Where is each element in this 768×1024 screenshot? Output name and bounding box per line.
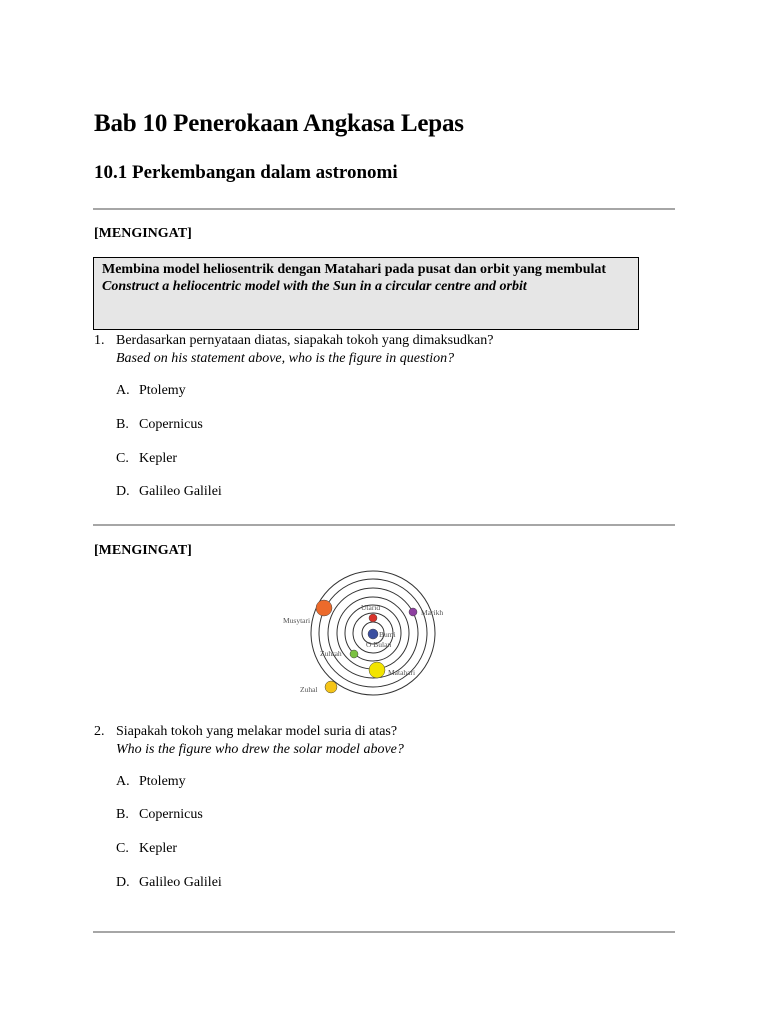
matahari-label: Matahari: [388, 668, 416, 677]
statement-box: [93, 257, 639, 330]
divider: [93, 208, 675, 210]
divider: [93, 931, 675, 933]
marikh-label: Marikh: [421, 608, 444, 617]
q2-option-d[interactable]: [116, 875, 222, 891]
q2-option-b[interactable]: [116, 807, 203, 823]
option-text: Kepler: [139, 841, 178, 856]
question-number: 2.: [94, 724, 105, 739]
option-letter: B.: [116, 417, 129, 432]
bumi-planet: [368, 629, 378, 639]
utarid-label: Utarid: [361, 603, 381, 612]
question-english: Based on his statement above, who is the figure in question?: [116, 351, 455, 366]
zuhrah-label: Zuhrah: [320, 649, 342, 658]
q2-option-a[interactable]: [116, 774, 186, 790]
q1-option-a[interactable]: [116, 383, 186, 399]
option-text: Galileo Galilei: [139, 484, 222, 499]
q1-option-c[interactable]: [116, 451, 177, 467]
musytari-planet: [316, 600, 332, 616]
q1-option-d[interactable]: [116, 484, 222, 500]
statement-malay: Membina model heliosentrik dengan Matahari pada pusat dan orbit yang membulat: [102, 262, 607, 277]
question-1-tag: [MENGINGAT]: [94, 226, 192, 241]
question-number: 1.: [94, 333, 105, 348]
option-text: Kepler: [139, 451, 178, 466]
marikh-planet: [409, 608, 417, 616]
option-letter: A.: [116, 383, 130, 398]
option-text: Copernicus: [139, 417, 203, 432]
section-title: 10.1 Perkembangan dalam astronomi: [94, 162, 398, 183]
option-letter: C.: [116, 451, 129, 466]
chapter-title: Bab 10 Penerokaan Angkasa Lepas: [94, 110, 464, 137]
q1-option-b[interactable]: [116, 417, 203, 433]
option-text: Ptolemy: [139, 383, 186, 398]
zuhal-planet: [325, 681, 337, 693]
solar-model-diagram: [280, 570, 460, 705]
zuhrah-planet: [350, 650, 358, 658]
utarid-planet: [369, 614, 377, 622]
bumi-label: Bumi: [379, 630, 396, 639]
question-malay: Siapakah tokoh yang melakar model suria di atas?: [116, 724, 398, 739]
option-text: Galileo Galilei: [139, 875, 222, 890]
question-english: Who is the figure who drew the solar model above?: [116, 742, 404, 757]
matahari-sun: [369, 662, 385, 678]
option-letter: D.: [116, 875, 130, 890]
musytari-label: Musytari: [283, 616, 311, 625]
option-letter: A.: [116, 774, 130, 789]
statement-english: Construct a heliocentric model with the Sun in a circular centre and orbit: [102, 279, 527, 294]
option-text: Ptolemy: [139, 774, 186, 789]
option-text: Copernicus: [139, 807, 203, 822]
option-letter: D.: [116, 484, 130, 499]
zuhal-label: Zuhal: [300, 685, 318, 694]
option-letter: C.: [116, 841, 129, 856]
q2-option-c[interactable]: [116, 841, 177, 857]
bulan-label: O Bulan: [366, 640, 392, 649]
option-letter: B.: [116, 807, 129, 822]
divider: [93, 524, 675, 526]
question-malay: Berdasarkan pernyataan diatas, siapakah tokoh yang dimaksudkan?: [116, 333, 494, 348]
question-2-tag: [MENGINGAT]: [94, 543, 192, 558]
